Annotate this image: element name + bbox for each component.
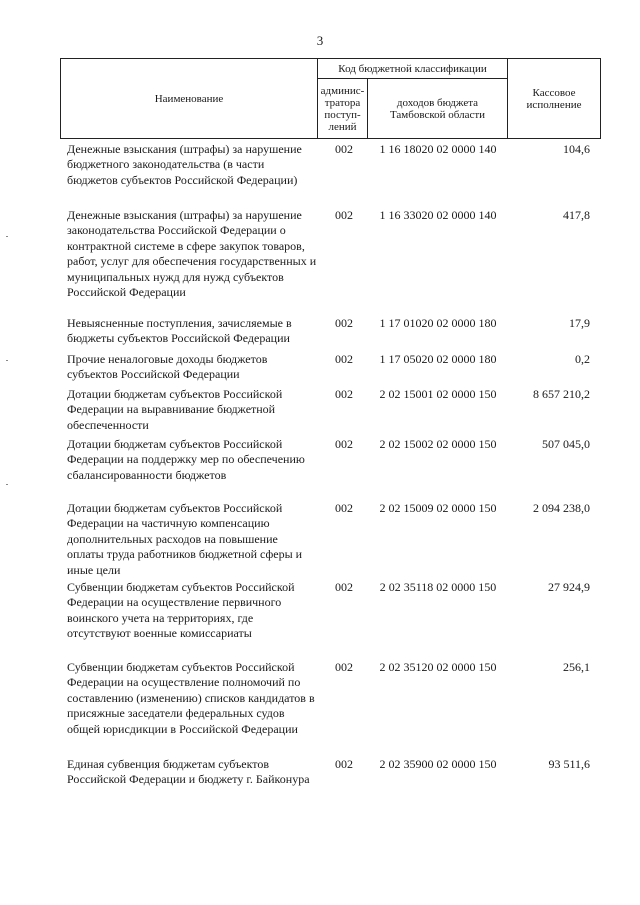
row-code: 2 02 35900 02 0000 150: [379, 757, 497, 771]
table-row: [0, 142, 640, 208]
table-row: [0, 316, 640, 352]
table-row: [0, 757, 640, 807]
row-name: Единая субвенция бюджетам субъектов Российской Федерации и бюджету г. Байконура: [67, 757, 310, 787]
row-code: 2 02 15002 02 0000 150: [379, 437, 497, 451]
row-name: Денежные взыскания (штрафы) за нарушение законодательства Российской Федерации о контрактной системе в сфере закупок товаров, работ, услуг для обеспечения государственных и муниципальных нужд для нужд субъектов Российской Федерации: [67, 208, 317, 300]
row-admin: 002: [335, 387, 353, 401]
header-name: Наименование: [61, 59, 318, 139]
scan-margin-mark: [6, 236, 8, 237]
row-amount: 417,8: [563, 208, 590, 222]
row-name: Дотации бюджетам субъектов Российской Федерации на поддержку мер по обеспечению сбалансированности бюджетов: [67, 437, 305, 482]
row-admin: 002: [335, 208, 353, 222]
row-admin: 002: [335, 316, 353, 330]
header-admin: админис-тратора поступ-лений: [318, 79, 368, 139]
table-body: [0, 142, 640, 807]
table-row: [0, 352, 640, 387]
row-admin: 002: [335, 757, 353, 771]
row-amount: 17,9: [569, 316, 590, 330]
row-code: 2 02 15001 02 0000 150: [379, 387, 497, 401]
row-amount: 27 924,9: [548, 580, 590, 594]
header-amount: Кассовое исполнение: [508, 59, 601, 139]
row-name: Прочие неналоговые доходы бюджетов субъектов Российской Федерации: [67, 352, 268, 382]
row-admin: 002: [335, 501, 353, 515]
row-amount: 256,1: [563, 660, 590, 674]
table-row: [0, 387, 640, 437]
row-admin: 002: [335, 352, 353, 366]
row-name: Субвенции бюджетам субъектов Российской Федерации на осуществление полномочий по составлению (изменению) списков кандидатов в присяжные заседатели федеральных судов общей юрисдикции в Российской Федерации: [67, 660, 315, 736]
row-code: 1 16 33020 02 0000 140: [379, 208, 497, 222]
row-admin: 002: [335, 660, 353, 674]
row-amount: 104,6: [563, 142, 590, 156]
row-code: 1 16 18020 02 0000 140: [379, 142, 497, 156]
row-amount: 0,2: [575, 352, 590, 366]
row-amount: 507 045,0: [542, 437, 590, 451]
row-admin: 002: [335, 142, 353, 156]
scan-margin-mark: [6, 484, 8, 485]
header-code-group: Код бюджетной классификации: [318, 59, 508, 79]
row-name: Невыясненные поступления, зачисляемые в бюджеты субъектов Российской Федерации: [67, 316, 292, 346]
row-code: 1 17 05020 02 0000 180: [379, 352, 497, 366]
row-amount: 8 657 210,2: [533, 387, 590, 401]
row-amount: 93 511,6: [548, 757, 590, 771]
row-amount: 2 094 238,0: [533, 501, 590, 515]
header-income: доходов бюджета Тамбовской области: [368, 79, 508, 139]
page-number: 3: [316, 33, 324, 48]
table-row: [0, 208, 640, 316]
row-code: 2 02 15009 02 0000 150: [379, 501, 497, 515]
table-row: [0, 501, 640, 580]
table-row: [0, 660, 640, 757]
row-admin: 002: [335, 580, 353, 594]
row-name: Денежные взыскания (штрафы) за нарушение бюджетного законодательства (в части бюджетов субъектов Российской Федерации): [67, 142, 302, 187]
table-row: [0, 437, 640, 501]
row-code: 2 02 35118 02 0000 150: [379, 580, 497, 594]
row-name: Субвенции бюджетам субъектов Российской Федерации на осуществление первичного воинского учета на территориях, где отсутствуют военные комиссариаты: [67, 580, 295, 641]
table-header: [60, 58, 601, 139]
row-code: 1 17 01020 02 0000 180: [379, 316, 497, 330]
table-row: [0, 580, 640, 660]
row-admin: 002: [335, 437, 353, 451]
row-code: 2 02 35120 02 0000 150: [379, 660, 497, 674]
row-name: Дотации бюджетам субъектов Российской Федерации на выравнивание бюджетной обеспеченности: [67, 387, 283, 432]
row-name: Дотации бюджетам субъектов Российской Федерации на частичную компенсацию дополнительных расходов на повышение оплаты труда работников бюджетной сферы и иные цели: [67, 501, 303, 577]
scan-margin-mark: [6, 360, 8, 361]
